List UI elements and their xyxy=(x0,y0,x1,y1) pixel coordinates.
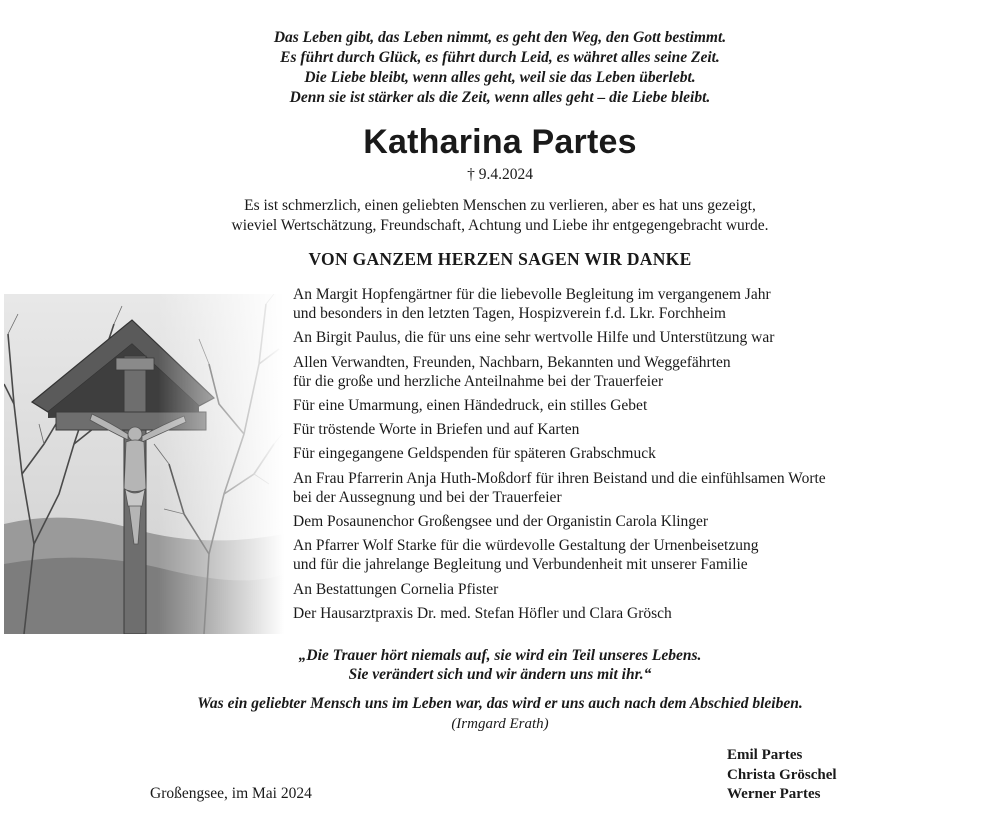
thanks-line: An Pfarrer Wolf Starke für die würdevolle Gestaltung der Urnenbeisetzung xyxy=(293,537,759,555)
thanks-item xyxy=(293,396,993,415)
thanks-line: für die große und herzliche Anteilnahme bei der Trauerfeier xyxy=(293,372,664,390)
thanks-item xyxy=(293,580,993,599)
signer-name: Werner Partes xyxy=(727,786,821,802)
opening-poem xyxy=(0,28,1000,108)
thanks-item xyxy=(293,536,993,574)
thanks-item xyxy=(293,420,993,439)
wayside-crucifix-photo-icon xyxy=(4,294,284,634)
intro-text xyxy=(0,196,1000,236)
thanks-item xyxy=(293,512,993,531)
thanks-line: Allen Verwandten, Freunden, Nachbarn, Bekannten und Weggefährten xyxy=(293,353,731,371)
thanks-item xyxy=(293,444,993,463)
thanks-line: Für tröstende Worte in Briefen und auf Karten xyxy=(293,421,580,439)
quote-line: Sie verändert sich und wir ändern uns mit ihr.“ xyxy=(348,666,652,683)
thanks-line: An Margit Hopfengärtner für die liebevolle Begleitung im vergangenem Jahr xyxy=(293,286,771,303)
thanks-item xyxy=(293,285,993,323)
intro-line: Es ist schmerzlich, einen geliebten Menschen zu verlieren, aber es hat uns gezeigt, xyxy=(244,197,756,214)
thanks-item xyxy=(293,469,993,507)
thanks-item xyxy=(293,328,993,347)
thanks-item xyxy=(293,353,993,391)
poem-line: Die Liebe bleibt, wenn alles geht, weil sie das Leben überlebt. xyxy=(304,69,696,86)
thanks-item xyxy=(293,604,993,623)
thanks-line: und für die jahrelange Begleitung und Verbundenheit mit unserer Familie xyxy=(293,556,748,574)
quote-line: „Die Trauer hört niemals auf, sie wird ein Teil unseres Lebens. xyxy=(298,647,702,664)
intro-line: wieviel Wertschätzung, Freundschaft, Achtung und Liebe ihr entgegengebracht wurde. xyxy=(231,217,769,234)
thanks-heading: VON GANZEM HERZEN SAGEN WIR DANKE xyxy=(308,249,692,269)
poem-line: Denn sie ist stärker als die Zeit, wenn alles geht – die Liebe bleibt. xyxy=(289,89,711,106)
thanks-line: Für eine Umarmung, einen Händedruck, ein stilles Gebet xyxy=(293,396,648,414)
signers xyxy=(727,746,837,805)
thanks-line: An Birgit Paulus, die für uns eine sehr wertvolle Hilfe und Unterstützung war xyxy=(293,329,775,347)
closing-quote xyxy=(0,646,1000,684)
thanks-line: Für eingegangene Geldspenden für späteren Grabschmuck xyxy=(293,445,656,463)
place-date: Großengsee, im Mai 2024 xyxy=(150,785,312,802)
thanks-line: Dem Posaunenchor Großengsee und der Organistin Carola Klinger xyxy=(293,513,709,531)
signer-name: Christa Gröschel xyxy=(727,766,837,783)
thanks-line: Der Hausarztpraxis Dr. med. Stefan Höfler und Clara Grösch xyxy=(293,604,672,622)
deceased-name: Katharina Partes xyxy=(363,123,637,161)
poem-line: Das Leben gibt, das Leben nimmt, es geht den Weg, den Gott bestimmt. xyxy=(273,29,727,46)
death-date: † 9.4.2024 xyxy=(467,166,533,183)
thanks-line: und besonders in den letzten Tagen, Hospizverein f.d. Lkr. Forchheim xyxy=(293,305,726,322)
saying-author: (Irmgard Erath) xyxy=(451,716,549,732)
thanks-line: bei der Aussegnung und bei der Trauerfeier xyxy=(293,488,562,506)
thanks-line: An Frau Pfarrerin Anja Huth-Moßdorf für ihren Beistand und die einfühlsamen Worte xyxy=(293,469,826,487)
thanks-line: An Bestattungen Cornelia Pfister xyxy=(293,580,499,598)
crucifix-photo xyxy=(4,294,284,634)
thanks-list xyxy=(293,285,993,628)
saying-text: Was ein geliebter Mensch uns im Leben war, das wird er uns auch nach dem Abschied bleiben. xyxy=(197,695,803,712)
signer-name: Emil Partes xyxy=(727,747,803,763)
poem-line: Es führt durch Glück, es führt durch Leid, es währet alles seine Zeit. xyxy=(280,49,720,66)
